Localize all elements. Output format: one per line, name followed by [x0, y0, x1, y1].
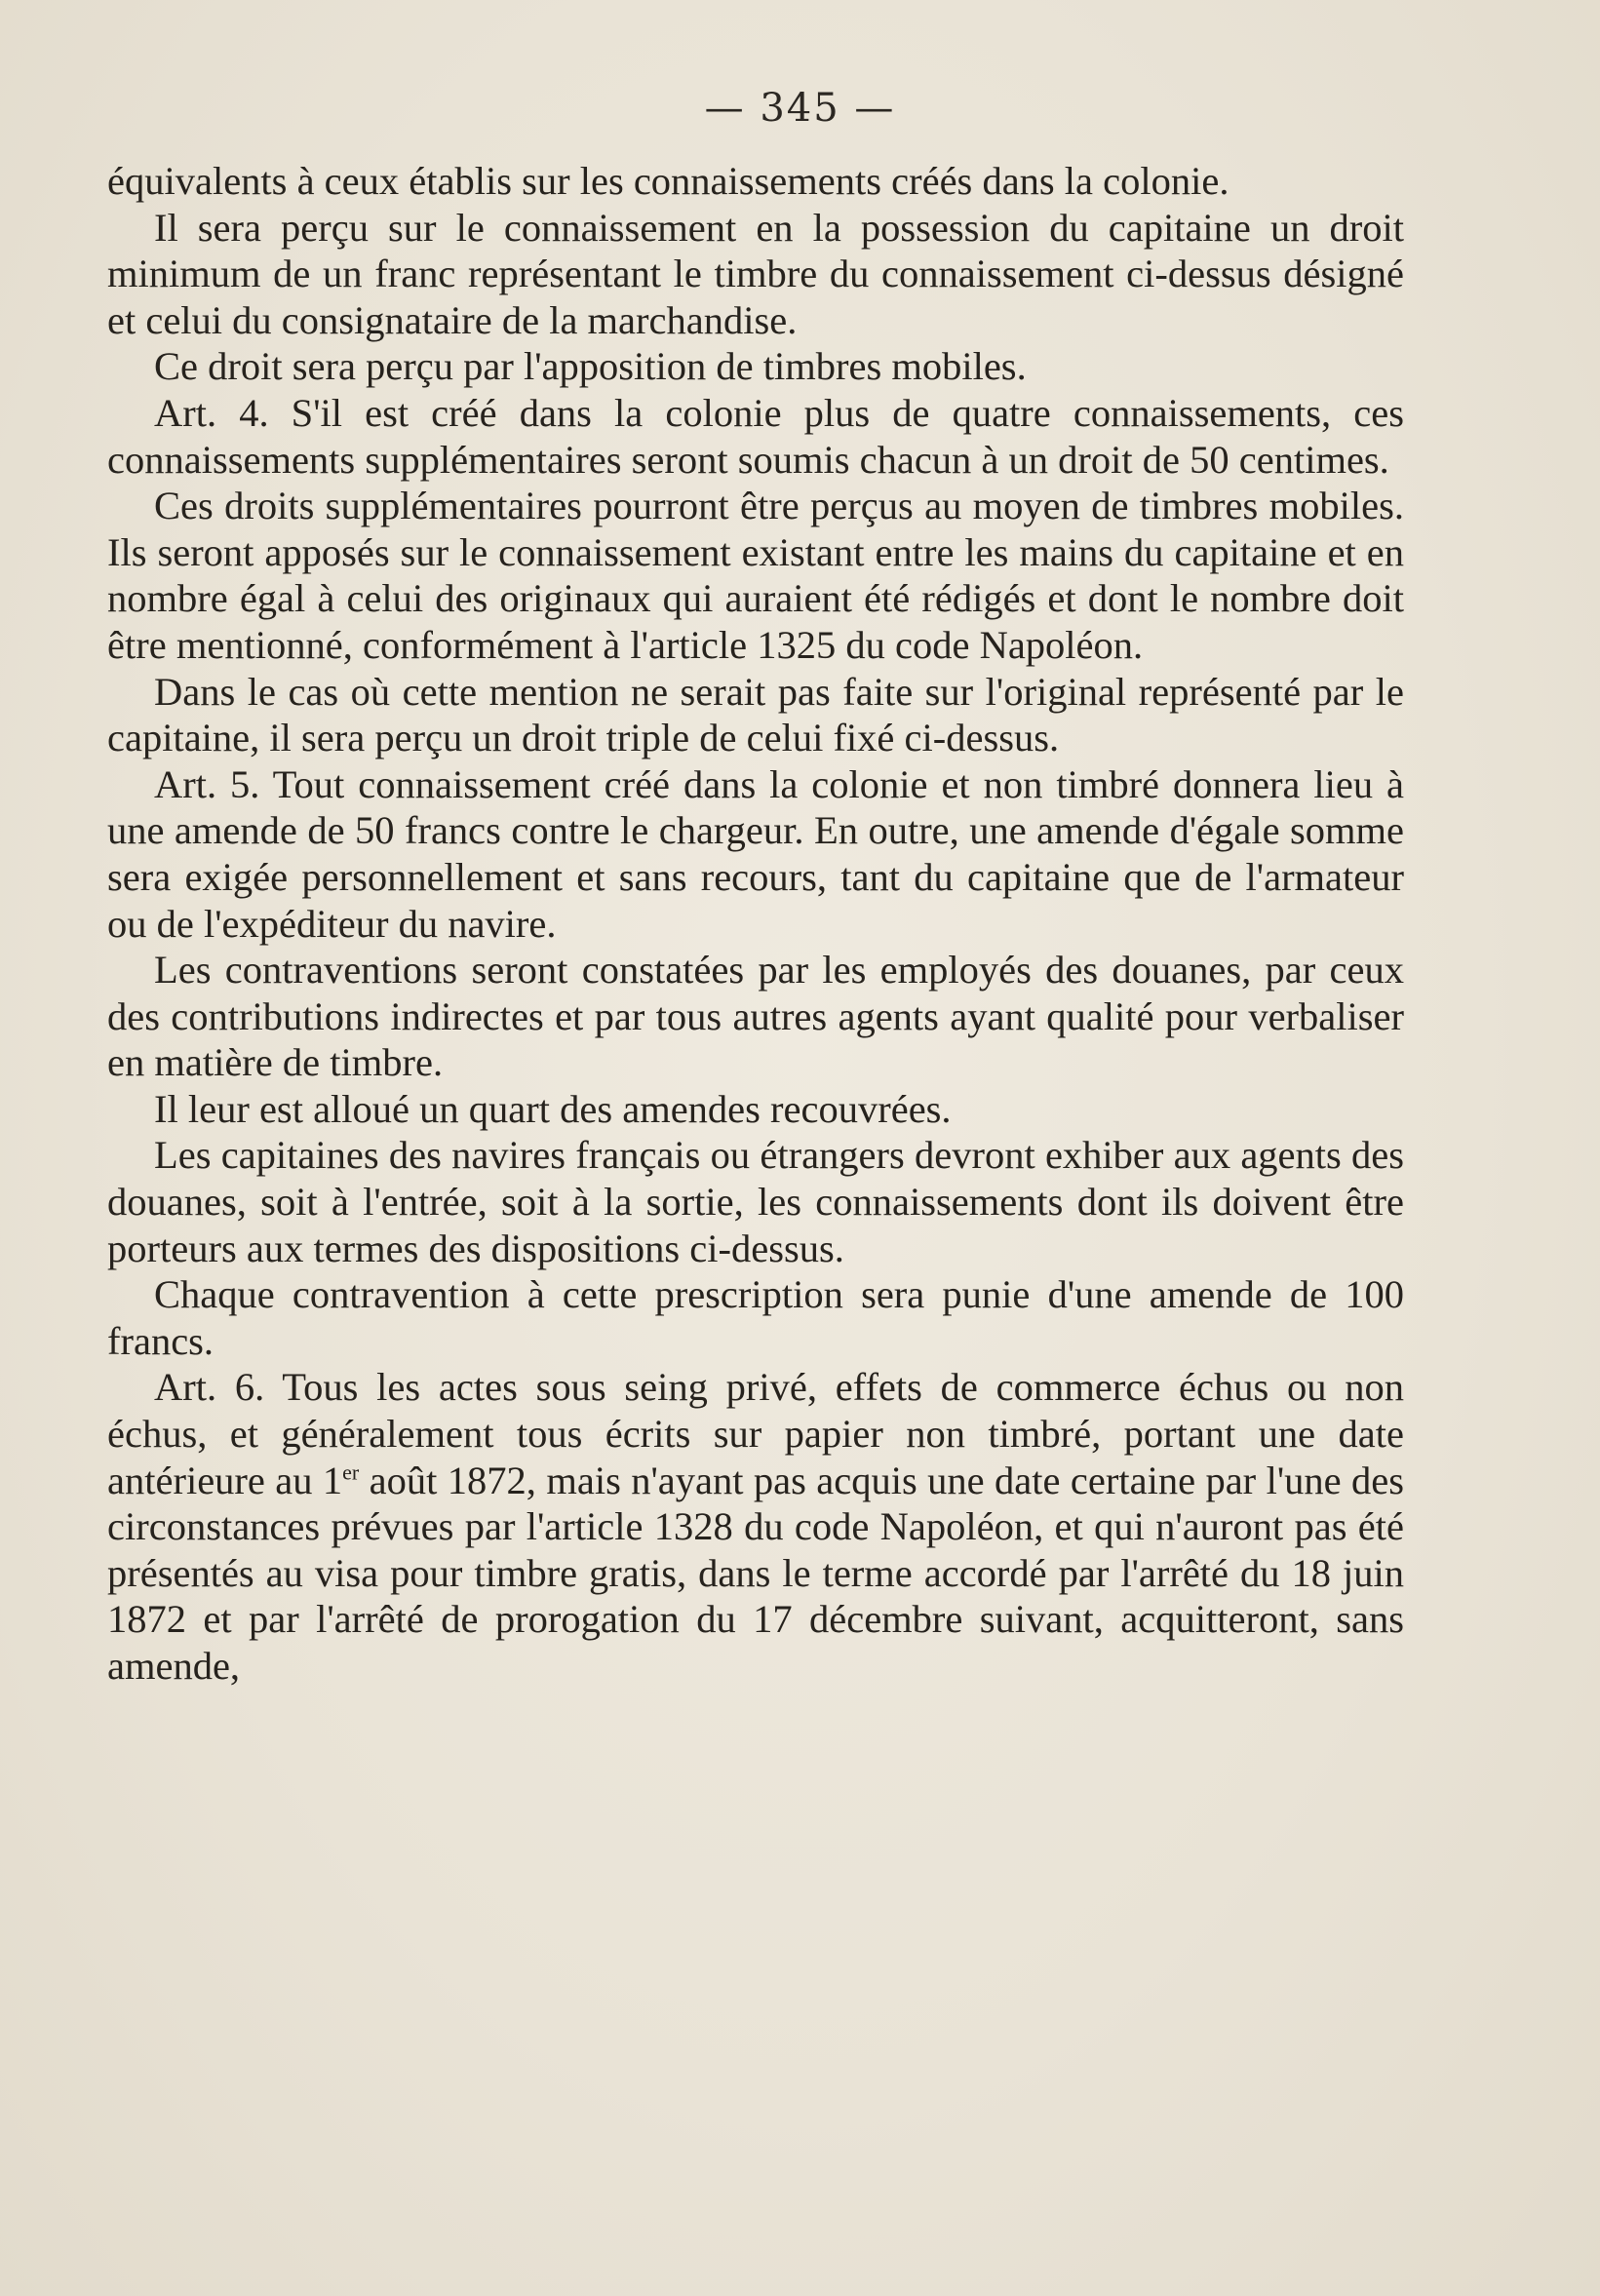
paragraph: Ce droit sera perçu par l'apposition de timbres mobiles.	[154, 344, 1027, 389]
ordinal-superscript: er	[342, 1459, 360, 1485]
paragraph: Il leur est alloué un quart des amendes recouvrées.	[154, 1086, 952, 1131]
paragraph-continuation: équivalents à ceux établis sur les connaissements créés dans la colonie.	[107, 159, 1229, 203]
body-text	[107, 158, 1404, 1690]
paragraph-article-4: Art. 4. S'il est créé dans la colonie plus de quatre connaissements, ces connaissements supplémentaires seront soumis chacun à un droit de 50 centimes.	[107, 390, 1404, 482]
paragraph: Les contraventions seront constatées par les employés des douanes, par ceux des contributions indirectes et par tous autres agents ayant qualité pour verbaliser en matière de timbre.	[107, 948, 1404, 1085]
paragraph-article-5: Art. 5. Tout connaissement créé dans la colonie et non timbré donnera lieu à une amende de 50 francs contre le chargeur. En outre, une amende d'égale somme sera exigée personnellement et sans recours, tant du capitaine que de l'armateur ou de l'expéditeur du navire.	[107, 761, 1404, 946]
article-6-text-end: août 1872, mais n'ayant pas acquis une date certaine par l'une des circonstances prévues par l'article 1328 du code Napoléon, et qui n'auront pas été présentés au visa pour timbre gratis, dans le terme accordé par l'arrêté du 18 juin 1872 et par l'arrêté de prorogation du 17 décembre suivant, acquitteront, sans amende,	[107, 1458, 1404, 1688]
paragraph-article-6	[107, 1364, 1404, 1689]
paragraph: Il sera perçu sur le connaissement en la possession du capitaine un droit minimum de un franc représentant le timbre du connaissement ci-dessus désigné et celui du consignataire de la marchandise.	[107, 205, 1404, 342]
paragraph: Dans le cas où cette mention ne serait pas faite sur l'original représenté par le capitaine, il sera perçu un droit triple de celui fixé ci-dessus.	[107, 669, 1404, 760]
paragraph: Ces droits supplémentaires pourront être perçus au moyen de timbres mobiles. Ils seront apposés sur le connaissement existant entre les mains du capitaine et en nombre égal à celui des originaux qui auraient été rédigés et dont le nombre doit être mentionné, conformément à l'article 1325 du code Napoléon.	[107, 484, 1404, 667]
paragraph: Les capitaines des navires français ou étrangers devront exhiber aux agents des douanes, soit à l'entrée, soit à la sortie, les connaissements dont ils doivent être porteurs aux termes des dispositions ci-dessus.	[107, 1133, 1404, 1270]
page-number: — 345 —	[704, 86, 896, 131]
article-6-text-start: Art. 6. Tous les actes sous seing privé, effets de commerce échus ou non échus, et généralement tous écrits sur papier non timbré, portant une date antérieure au 1	[107, 1365, 1404, 1502]
paragraph: Chaque contravention à cette prescription sera punie d'une amende de 100 francs.	[107, 1272, 1404, 1363]
